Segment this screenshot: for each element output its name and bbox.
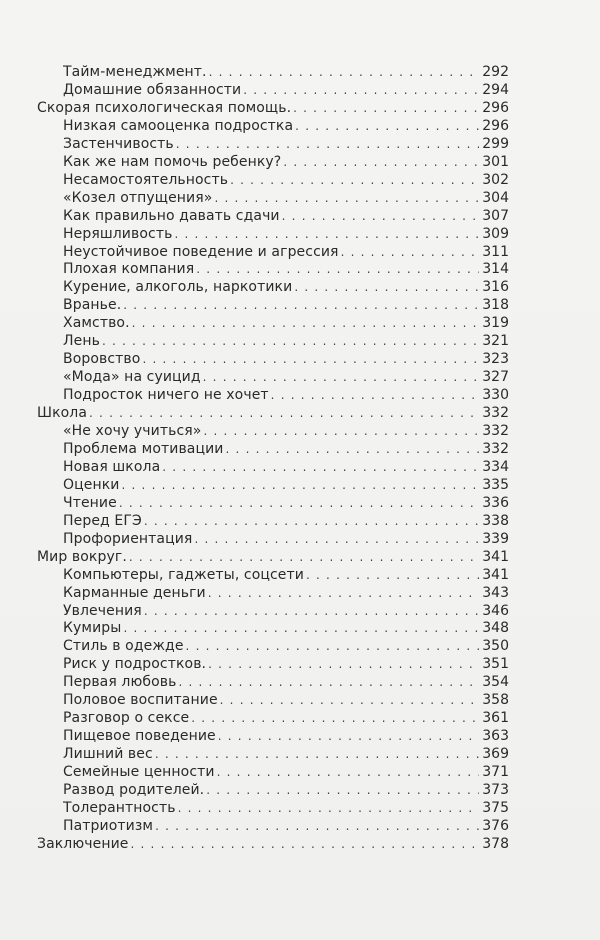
dot-leader bbox=[282, 207, 479, 225]
toc-entry-page-number: 330 bbox=[482, 387, 509, 404]
dot-leader bbox=[178, 799, 479, 817]
toc-entry-page-number: 323 bbox=[482, 351, 509, 368]
toc-entry-title: Проблема мотивации bbox=[63, 440, 224, 457]
toc-entry bbox=[63, 584, 509, 602]
toc-entry-page-number: 332 bbox=[482, 423, 509, 439]
toc-entry-page-number: 307 bbox=[482, 207, 509, 224]
dot-leader bbox=[123, 619, 479, 637]
toc-entry-title: Воровство bbox=[63, 351, 141, 368]
toc-entry-title: Как правильно давать сдачи bbox=[63, 207, 280, 224]
toc-entry-title: Развод родителей. bbox=[63, 782, 205, 798]
dot-leader bbox=[119, 494, 479, 512]
toc-entry bbox=[63, 709, 509, 727]
dot-leader bbox=[243, 81, 479, 99]
toc-section bbox=[37, 835, 509, 853]
toc-entry-page-number: 299 bbox=[482, 135, 509, 152]
toc-entry-title: Несамостоятельность bbox=[63, 171, 229, 188]
toc-entry bbox=[63, 602, 509, 620]
toc-entry-page-number: 354 bbox=[482, 674, 509, 691]
toc-entry-page-number: 309 bbox=[482, 225, 509, 242]
toc-entry-page-number: 350 bbox=[482, 638, 509, 655]
toc-entry-page-number: 334 bbox=[482, 458, 509, 475]
toc-entry-page-number: 373 bbox=[482, 782, 509, 798]
toc-entry bbox=[63, 207, 509, 225]
toc-entry-page-number: 296 bbox=[482, 99, 509, 116]
toc-entry-page-number: 351 bbox=[482, 656, 509, 673]
toc-entry bbox=[63, 63, 509, 81]
toc-entry-title: «Козел отпущения» bbox=[63, 189, 213, 206]
dot-leader bbox=[295, 117, 479, 135]
toc-entry bbox=[63, 422, 509, 440]
toc-entry-page-number: 376 bbox=[482, 817, 509, 834]
dot-leader bbox=[208, 584, 479, 602]
toc-entry-title: Перед ЕГЭ bbox=[63, 512, 142, 529]
toc-entry-title: Карманные деньги bbox=[63, 584, 206, 601]
toc-entry-title: Подросток ничего не хочет bbox=[63, 387, 269, 404]
toc-entry bbox=[63, 189, 509, 207]
toc-entry-page-number: 341 bbox=[482, 548, 509, 565]
toc-entry-page-number: 371 bbox=[482, 764, 509, 781]
toc-entry-title: Толерантность bbox=[63, 799, 176, 816]
toc-entry-page-number: 341 bbox=[482, 566, 509, 583]
dot-leader bbox=[209, 63, 479, 81]
toc-entry bbox=[63, 763, 509, 781]
toc-entry-title: Стиль в одежде bbox=[63, 638, 184, 655]
dot-leader bbox=[230, 171, 479, 189]
toc-entry-page-number: 335 bbox=[482, 476, 509, 493]
dot-leader bbox=[89, 404, 479, 422]
toc-entry-title: Семейные ценности bbox=[63, 764, 215, 781]
toc-entry-page-number: 378 bbox=[482, 835, 509, 852]
toc-entry-title: Чтение bbox=[63, 494, 117, 511]
toc-entry-title: Компьютеры, гаджеты, соцсети bbox=[63, 566, 304, 583]
toc-entry bbox=[63, 655, 509, 673]
toc-entry-title: Оценки bbox=[63, 476, 120, 493]
dot-leader bbox=[102, 332, 479, 350]
toc-entry-page-number: 363 bbox=[482, 728, 509, 745]
dot-leader bbox=[121, 476, 479, 494]
toc-entry-page-number: 338 bbox=[482, 512, 509, 529]
toc-entry bbox=[63, 386, 509, 404]
dot-leader bbox=[194, 530, 479, 548]
dot-leader bbox=[294, 278, 479, 296]
toc-entry-title: Первая любовь bbox=[63, 674, 177, 691]
dot-leader bbox=[129, 548, 479, 566]
toc-entry bbox=[63, 458, 509, 476]
toc-entry bbox=[63, 296, 509, 314]
toc-entry bbox=[63, 350, 509, 368]
toc-entry bbox=[63, 440, 509, 458]
toc-entry-title: Кумиры bbox=[63, 620, 122, 637]
toc-entry-page-number: 319 bbox=[482, 315, 509, 332]
toc-entry bbox=[63, 637, 509, 655]
toc-entry bbox=[63, 476, 509, 494]
dot-leader bbox=[162, 458, 479, 476]
dot-leader bbox=[196, 260, 479, 278]
dot-leader bbox=[214, 189, 479, 207]
dot-leader bbox=[206, 781, 479, 799]
toc-entry bbox=[63, 368, 509, 386]
toc-entry bbox=[63, 332, 509, 350]
dot-leader bbox=[186, 637, 479, 655]
toc-entry-page-number: 358 bbox=[482, 692, 509, 709]
toc-entry bbox=[63, 799, 509, 817]
dot-leader bbox=[220, 691, 479, 709]
toc-entry-page-number: 369 bbox=[482, 746, 509, 763]
dot-leader bbox=[144, 602, 479, 620]
toc-entry bbox=[63, 117, 509, 135]
dot-leader bbox=[144, 512, 479, 530]
toc-entry bbox=[63, 171, 509, 189]
toc-entry bbox=[63, 566, 509, 584]
toc-entry bbox=[63, 691, 509, 709]
toc-entry-page-number: 318 bbox=[482, 297, 509, 314]
toc-entry-title: Патриотизм bbox=[63, 817, 154, 834]
toc-section bbox=[37, 404, 509, 422]
toc-entry-page-number: 321 bbox=[482, 333, 509, 350]
toc-entry bbox=[63, 512, 509, 530]
toc-entry-page-number: 296 bbox=[482, 117, 509, 134]
dot-leader bbox=[131, 835, 480, 853]
toc-entry-title: Половое воспитание bbox=[63, 692, 218, 709]
toc-entry-title: Как же нам помочь ребенку? bbox=[63, 153, 282, 170]
dot-leader bbox=[142, 350, 479, 368]
toc-entry bbox=[63, 278, 509, 296]
dot-leader bbox=[208, 655, 479, 673]
toc-entry-page-number: 301 bbox=[482, 153, 509, 170]
toc-entry-page-number: 336 bbox=[482, 494, 509, 511]
toc-entry bbox=[63, 153, 509, 171]
toc-entry-title: Риск у подростков. bbox=[63, 656, 207, 673]
dot-leader bbox=[293, 99, 479, 117]
toc-entry bbox=[63, 225, 509, 243]
dot-leader bbox=[155, 817, 479, 835]
toc-entry bbox=[63, 673, 509, 691]
toc-entry-page-number: 292 bbox=[482, 64, 509, 80]
dot-leader bbox=[176, 135, 479, 153]
toc-entry bbox=[63, 530, 509, 548]
toc-entry bbox=[63, 619, 509, 637]
toc-entry-page-number: 311 bbox=[482, 243, 509, 260]
toc-entry-title: Разговор о сексе bbox=[63, 710, 190, 727]
dot-leader bbox=[271, 386, 479, 404]
dot-leader bbox=[226, 440, 479, 458]
toc-entry bbox=[63, 727, 509, 745]
toc-entry-title: Школа bbox=[37, 405, 88, 422]
toc-entry bbox=[63, 135, 509, 153]
toc-entry-page-number: 316 bbox=[482, 279, 509, 296]
toc-entry-title: Курение, алкоголь, наркотики bbox=[63, 279, 293, 296]
toc-entry-page-number: 332 bbox=[482, 440, 509, 457]
toc-entry bbox=[63, 81, 509, 99]
toc-entry-page-number: 375 bbox=[482, 799, 509, 816]
toc-entry-title: Профориентация bbox=[63, 530, 193, 547]
toc-entry bbox=[63, 494, 509, 512]
toc-entry-title: Плохая компания bbox=[63, 261, 195, 278]
toc-entry bbox=[63, 243, 509, 261]
toc-section bbox=[37, 548, 509, 566]
toc-entry-title: Неустойчивое поведение и агрессия bbox=[63, 243, 339, 260]
toc-entry-title: Застенчивость bbox=[63, 135, 174, 152]
dot-leader bbox=[341, 243, 479, 261]
dot-leader bbox=[191, 709, 479, 727]
toc-entry-page-number: 304 bbox=[482, 189, 509, 206]
toc-entry-page-number: 339 bbox=[482, 530, 509, 547]
toc-entry-title: «Мода» на суицид bbox=[63, 369, 201, 386]
toc-entry-title: Хамство. bbox=[63, 315, 130, 332]
dot-leader bbox=[132, 314, 479, 332]
toc-entry-page-number: 346 bbox=[482, 602, 509, 619]
toc-entry-title: Увлечения bbox=[63, 602, 142, 619]
toc-entry bbox=[63, 260, 509, 278]
toc-entry-page-number: 302 bbox=[482, 171, 509, 188]
toc-entry-title: Неряшливость bbox=[63, 225, 173, 242]
dot-leader bbox=[306, 566, 479, 584]
toc-entry-title: Пищевое поведение bbox=[63, 728, 216, 745]
dot-leader bbox=[203, 422, 479, 440]
toc-entry-page-number: 314 bbox=[482, 261, 509, 278]
toc-entry bbox=[63, 745, 509, 763]
toc-entry bbox=[63, 817, 509, 835]
toc-section bbox=[37, 99, 509, 117]
toc-entry-title: Лень bbox=[63, 333, 100, 350]
toc-entry-title: Заключение bbox=[37, 835, 129, 852]
dot-leader bbox=[283, 153, 479, 171]
toc-entry-page-number: 348 bbox=[482, 620, 509, 637]
toc-entry-page-number: 361 bbox=[482, 710, 509, 727]
toc-entry-page-number: 332 bbox=[482, 405, 509, 422]
toc-entry-page-number: 294 bbox=[482, 81, 509, 98]
toc-entry-title: Вранье. bbox=[63, 297, 122, 314]
toc-entry-page-number: 343 bbox=[482, 584, 509, 601]
toc-entry-page-number: 327 bbox=[482, 369, 509, 386]
toc-entry-title: Низкая самооценка подростка bbox=[63, 117, 294, 134]
toc-entry-title: Новая школа bbox=[63, 458, 161, 475]
dot-leader bbox=[218, 727, 479, 745]
toc-entry bbox=[63, 781, 509, 799]
toc-entry-title: Лишний вес bbox=[63, 746, 153, 763]
dot-leader bbox=[217, 763, 479, 781]
dot-leader bbox=[174, 225, 479, 243]
dot-leader bbox=[155, 745, 479, 763]
toc-entry-title: «Не хочу учиться» bbox=[63, 423, 202, 439]
toc-entry-title: Тайм-менеджмент. bbox=[63, 64, 207, 80]
toc-entry-title: Домашние обязанности bbox=[63, 81, 242, 98]
dot-leader bbox=[178, 673, 479, 691]
dot-leader bbox=[123, 296, 479, 314]
toc-entry-title: Скорая психологическая помощь. bbox=[37, 99, 292, 116]
toc-entry-title: Мир вокруг. bbox=[37, 548, 127, 565]
toc-entry bbox=[63, 314, 509, 332]
dot-leader bbox=[203, 368, 479, 386]
